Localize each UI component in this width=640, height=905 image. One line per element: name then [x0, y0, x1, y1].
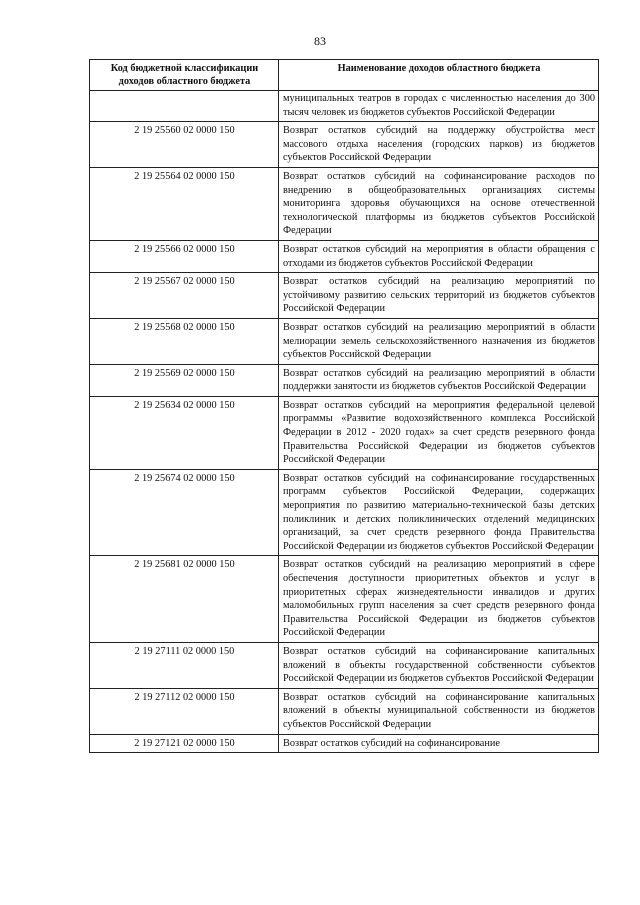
row-code: 2 19 25564 02 0000 150 [90, 167, 279, 240]
table-row [90, 469, 599, 556]
row-name: Возврат остатков субсидий на софинансирование государственных программ субъектов Российской Федерации, содержащих мероприятия по развитию материально-технической базы детских поликлиник и детских поликлинических отделений медицинских организаций, за счет средств резервного фонда Правительства Российской Федерации из бюджетов субъектов Российской Федерации [279, 469, 599, 556]
row-name: Возврат остатков субсидий на реализацию мероприятий в области поддержки занятости из бюджетов субъектов Российской Федерации [279, 364, 599, 396]
table-row [90, 396, 599, 469]
row-code: 2 19 25634 02 0000 150 [90, 396, 279, 469]
header-name: Наименование доходов областного бюджета [279, 60, 599, 91]
row-code: 2 19 25681 02 0000 150 [90, 556, 279, 643]
table-row [90, 91, 599, 122]
row-code: 2 19 27121 02 0000 150 [90, 734, 279, 753]
table-row [90, 167, 599, 240]
table-row [90, 364, 599, 396]
row-name: Возврат остатков субсидий на мероприятия в области обращения с отходами из бюджетов субъектов Российской Федерации [279, 240, 599, 272]
row-name: Возврат остатков субсидий на реализацию мероприятий в области мелиорации земель сельскохозяйственного назначения из бюджетов субъектов Российской Федерации [279, 318, 599, 364]
row-code [90, 91, 279, 122]
row-code: 2 19 25568 02 0000 150 [90, 318, 279, 364]
table-row [90, 273, 599, 319]
header-code: Код бюджетной классификации доходов областного бюджета [90, 60, 279, 91]
table-row [90, 688, 599, 734]
table-row [90, 734, 599, 753]
page-number: 83 [314, 34, 326, 48]
table-row [90, 556, 599, 643]
table-row [90, 318, 599, 364]
row-code: 2 19 25560 02 0000 150 [90, 122, 279, 168]
row-name: Возврат остатков субсидий на софинансирование расходов по внедрению в общеобразовательных организациях системы мониторинга здоровья обучающихся на основе отечественной технологической платформы из бюджетов субъектов Российской Федерации [279, 167, 599, 240]
table-row [90, 122, 599, 168]
row-name: Возврат остатков субсидий на поддержку обустройства мест массового отдыха населения (городских парков) из бюджетов субъектов Российской Федерации [279, 122, 599, 168]
row-name: Возврат остатков субсидий на реализацию мероприятий в сфере обеспечения доступности приоритетных объектов и услуг в приоритетных сферах жизнедеятельности инвалидов и других маломобильных групп населения за счет средств резервного фонда Правительства Российской Федерации из бюджетов субъектов Российской Федерации [279, 556, 599, 643]
table-row [90, 240, 599, 272]
row-code: 2 19 27111 02 0000 150 [90, 642, 279, 688]
row-code: 2 19 25567 02 0000 150 [90, 273, 279, 319]
row-name: Возврат остатков субсидий на реализацию мероприятий по устойчивому развитию сельских территорий из бюджетов субъектов Российской Федерации [279, 273, 599, 319]
row-name: Возврат остатков субсидий на мероприятия федеральной целевой программы «Развитие водохозяйственного комплекса Российской Федерации в 2012 - 2020 годах» за счет средств резервного фонда Правительства Российской Федерации из бюджетов субъектов Российской Федерации [279, 396, 599, 469]
row-code: 2 19 25566 02 0000 150 [90, 240, 279, 272]
row-name: Возврат остатков субсидий на софинансирование [279, 734, 599, 753]
row-name: Возврат остатков субсидий на софинансирование капитальных вложений в объекты государственной собственности субъектов Российской Федерации из бюджетов субъектов Российской Федерации [279, 642, 599, 688]
row-name: Возврат остатков субсидий на софинансирование капитальных вложений в объекты муниципальной собственности из бюджетов субъектов Российской Федерации [279, 688, 599, 734]
row-code: 2 19 27112 02 0000 150 [90, 688, 279, 734]
table-row [90, 642, 599, 688]
row-code: 2 19 25569 02 0000 150 [90, 364, 279, 396]
budget-classification-table [89, 59, 599, 753]
table-header-row [90, 60, 599, 91]
row-name: муниципальных театров в городах с численностью населения до 300 тысяч человек из бюджетов субъектов Российской Федерации [279, 91, 599, 122]
row-code: 2 19 25674 02 0000 150 [90, 469, 279, 556]
